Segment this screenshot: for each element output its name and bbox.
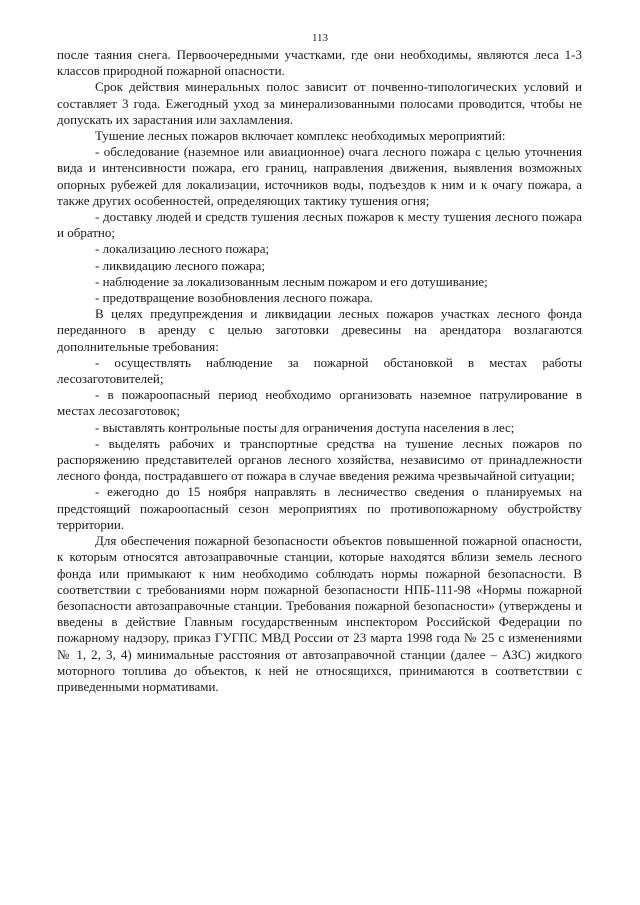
paragraph: Тушение лесных пожаров включает комплекс необходимых мероприятий: [95,128,506,144]
list-item: - в пожароопасный период необходимо организовать наземное патрулирование в местах лесозаготовок; [57,387,582,419]
list-item: - локализацию лесного пожара; [95,241,270,257]
list-item: - ежегодно до 15 ноября направлять в лесничество сведения о планируемых на предстоящий пожароопасный сезон мероприятиях по противопожарному обустройству территории. [57,484,582,532]
list-item: - выделять рабочих и транспортные средства на тушение лесных пожаров по распоряжению представителей органов лесного хозяйства, независимо от принадлежности лесного фонда, пострадавшего от пожара в случае введения режима чрезвычайной ситуации; [57,435,582,484]
body-text [57,47,582,695]
paragraph: В целях предупреждения и ликвидации лесных пожаров участках лесного фонда переданного в аренду с целью заготовки древесины на арендатора возлагаются дополнительные требования: [57,306,582,354]
paragraph: после таяния снега. Первоочередными участками, где они необходимы, являются леса 1-3 классов природной пожарной опасности. [57,47,582,79]
list-item: - ликвидацию лесного пожара; [95,257,266,273]
paragraph: Для обеспечения пожарной безопасности объектов повышенной пожарной опасности, к которым относятся автозаправочные станции, которые находятся вблизи земель лесного фонда или примыкают к ним необходимо соблюдать нормы пожарной безопасности. В соответствии с требованиями норм пожарной безопасности НПБ-111-98 «Нормы пожарной безопасности автозаправочные станции. Требования пожарной безопасности» (утверждены и введены в действие Главным государственным инспектором Российской Федерации по пожарному надзору, приказ ГУГПС МВД России от 23 марта 1998 года № 25 с изменениями № 1, 2, 3, 4) минимальные расстояния от автозаправочной станции (далее – АЗС) жидкого моторного топлива до объектов, к ней не относящихся, принимаются в соответствии с приведенными нормативами. [57,533,582,694]
list-item: - обследование (наземное или авиационное) очага лесного пожара с целью уточнения вида и интенсивности пожара, его границ, направления движения, выявления возможных опорных рубежей для локализации, источников воды, подъездов к ним и к очагу пожара, а также других особенностей, определяющих тактику тушения огня; [57,144,582,208]
page-number: 113 [311,32,329,44]
list-item: - осуществлять наблюдение за пожарной обстановкой в местах работы лесозаготовителей; [57,354,582,387]
list-item: - предотвращение возобновления лесного пожара. [95,290,373,306]
list-item: - наблюдение за локализованным лесным пожаром и его дотушивание; [95,273,488,289]
list-item: - выставлять контрольные посты для ограничения доступа населения в лес; [95,419,515,435]
list-item: - доставку людей и средств тушения лесных пожаров к месту тушения лесного пожара и обратно; [57,209,582,241]
paragraph: Срок действия минеральных полос зависит от почвенно-типологических условий и составляет 3 года. Ежегодный уход за минерализованными полосами проводится, чтобы не допускать их зарастания или захламления. [57,79,582,127]
